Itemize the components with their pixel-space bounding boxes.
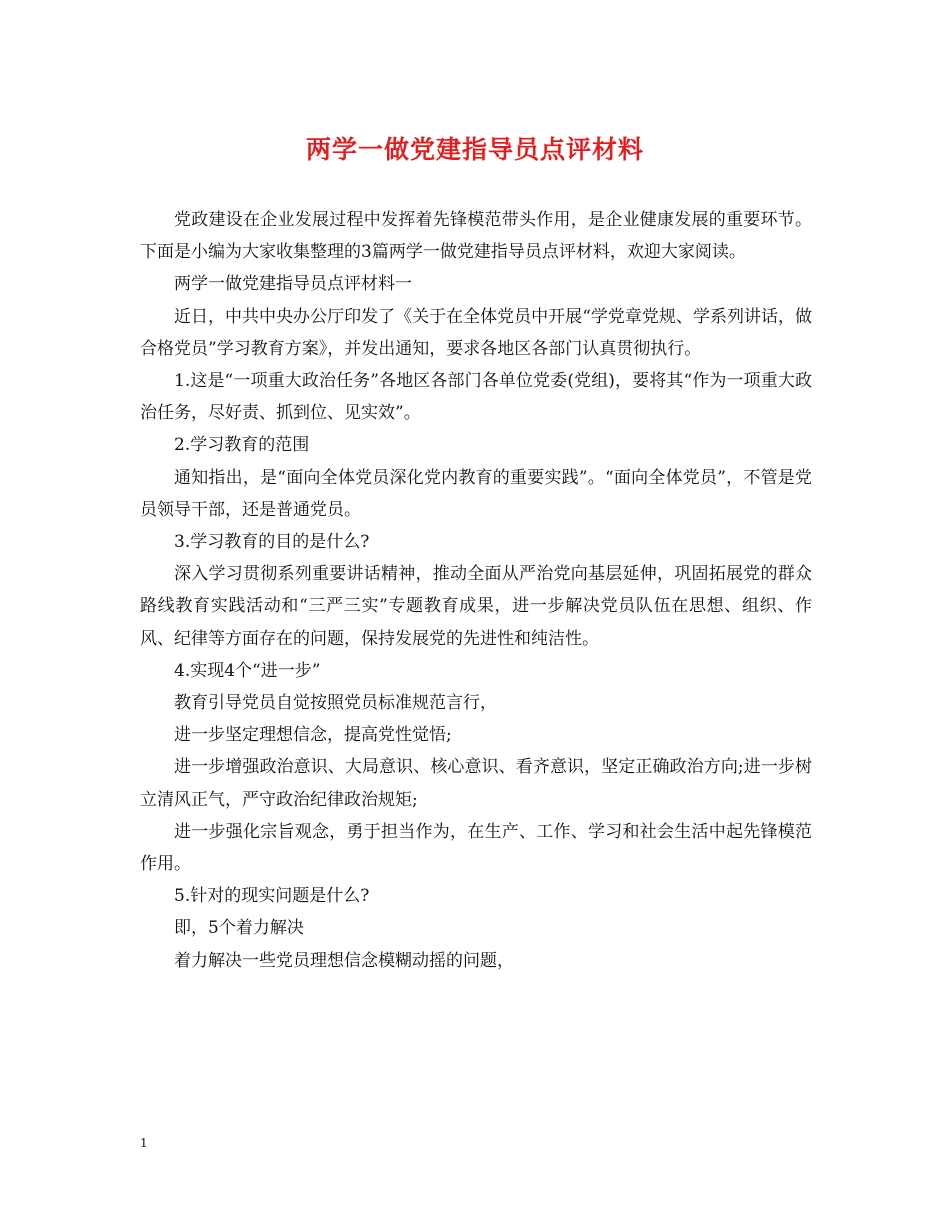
- paragraph: 教育引导党员自觉按照党员标准规范言行，: [174, 693, 497, 714]
- paragraph: 进一步坚定理想信念，提高党性觉悟;: [174, 725, 452, 746]
- paragraph: 即，5个着力解决: [174, 918, 304, 939]
- paragraph: 党政建设在企业发展过程中发挥着先锋模范带头作用，是企业健康发展的重要环节。下面是小编为大家收集整理的3篇两学一做党建指导员点评材料，欢迎大家阅读。: [140, 210, 812, 263]
- paragraph: 两学一做党建指导员点评材料一: [174, 274, 412, 295]
- paragraph: 3.学习教育的目的是什么?: [174, 532, 370, 553]
- document-body: [140, 204, 812, 977]
- paragraph: 1.这是“一项重大政治任务”各地区各部门各单位党委(党组)，要将其“作为一项重大政治任务，尽好责、抓到位、见实效”。: [140, 371, 812, 424]
- page-number: 1: [140, 1136, 148, 1150]
- paragraph: 近日，中共中央办公厅印发了《关于在全体党员中开展“学党章党规、学系列讲话，做合格党员”学习教育方案》，并发出通知，要求各地区各部门认真贯彻执行。: [140, 306, 812, 359]
- page-title: 两学一做党建指导员点评材料: [305, 135, 644, 164]
- paragraph: 着力解决一些党员理想信念模糊动摇的问题，: [174, 950, 514, 971]
- paragraph: 通知指出，是“面向全体党员深化党内教育的重要实践”。“面向全体党员”，不管是党员领导干部，还是普通党员。: [140, 467, 812, 520]
- paragraph: 2.学习教育的范围: [174, 435, 310, 456]
- paragraph: 进一步增强政治意识、大局意识、核心意识、看齐意识，坚定正确政治方向;进一步树立清风正气，严守政治纪律政治规矩;: [140, 757, 812, 810]
- paragraph: 进一步强化宗旨观念，勇于担当作为，在生产、工作、学习和社会生活中起先锋模范作用。: [140, 821, 812, 875]
- paragraph: 4.实现4个“进一步”: [174, 660, 321, 681]
- paragraph: 5.针对的现实问题是什么?: [174, 886, 370, 907]
- paragraph: 深入学习贯彻系列重要讲话精神，推动全面从严治党向基层延伸，巩固拓展党的群众路线教育实践活动和“三严三实”专题教育成果，进一步解决党员队伍在思想、组织、作风、纪律等方面存在的问题，保持发展党的先进性和纯洁性。: [140, 564, 812, 649]
